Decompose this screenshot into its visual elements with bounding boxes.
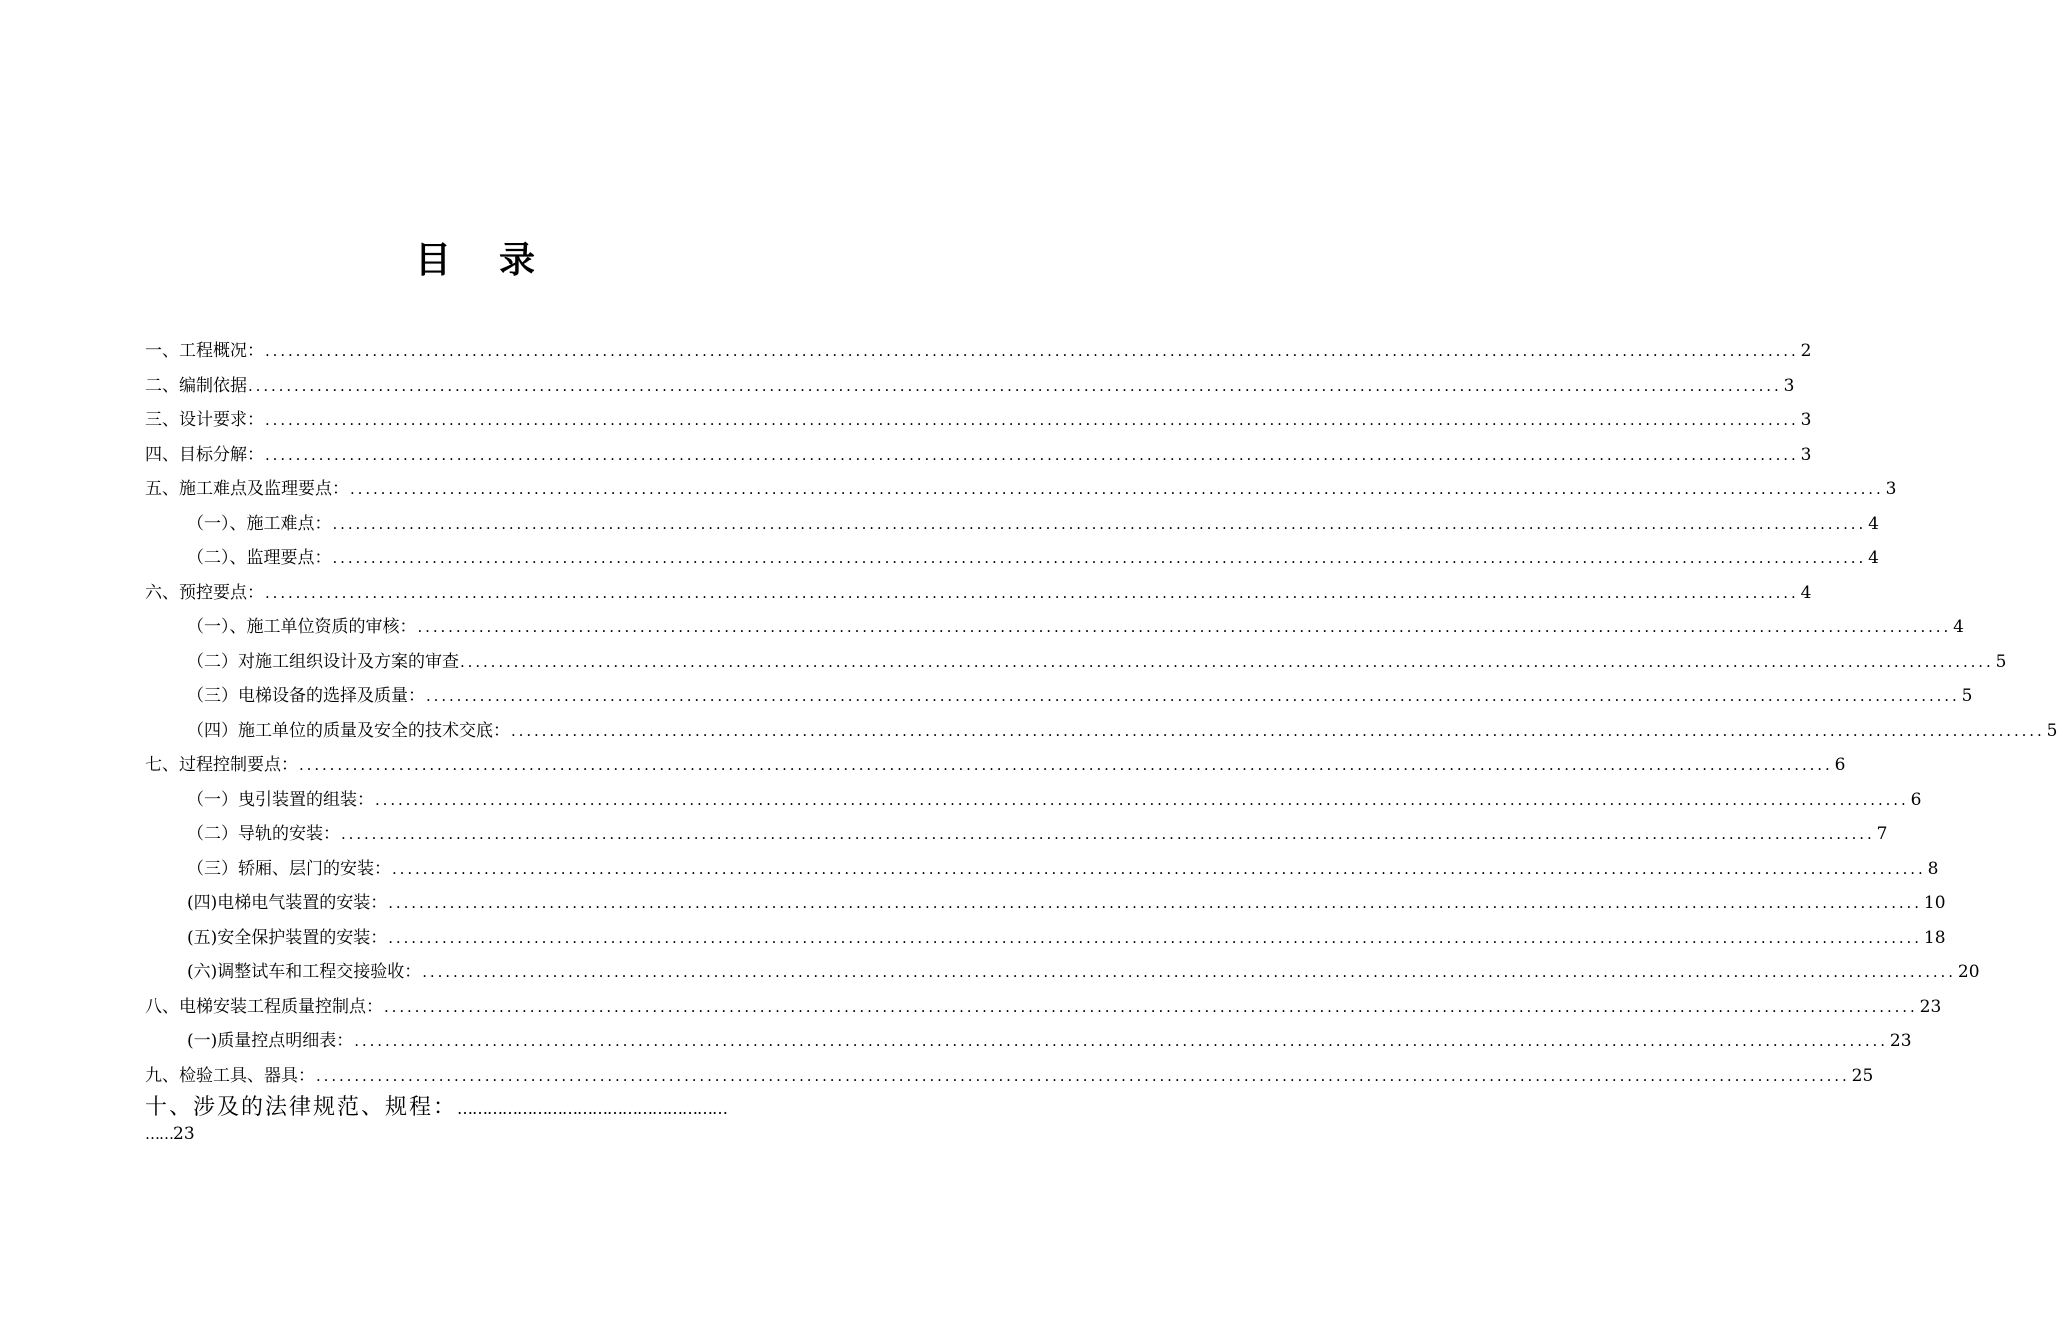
dot-leader: ........................................................................................................................................................................................................ [316,1066,1850,1085]
toc-entry-last[interactable] [145,1095,806,1146]
dot-leader: ........................................................................................................................................................................................................ [332,514,1867,533]
table-of-contents [145,334,2057,1146]
toc-entry[interactable] [145,403,1812,438]
toc-entry-label: 五、施工难点及监理要点： [145,479,349,499]
dot-leader: ........................................................................................................................................................................................................ [265,445,1799,464]
toc-entry-page: 8 [1927,858,1939,879]
toc-entry-label: （一）、施工单位资质的审核： [187,617,417,637]
toc-subentry[interactable] [145,817,1888,852]
toc-entry-label: 十、涉及的法律规范、规程： [145,1095,458,1120]
toc-entry-page: 2 [1800,341,1812,361]
dot-leader: ........................................................................................................................................................................................................ [417,618,1952,636]
toc-entry-label: （三）电梯设备的选择及质量： [187,686,425,706]
toc-entry[interactable] [145,369,1795,404]
toc-subentry[interactable] [145,955,1980,990]
toc-entry-label: 八、电梯安装工程质量控制点： [145,996,383,1017]
toc-entry-label: （一）、施工难点： [187,513,332,534]
toc-entry-label: （二）导轨的安装： [187,824,340,844]
toc-entry-page: 25 [1851,1065,1874,1086]
toc-entry-label: 一、工程概况： [145,341,264,361]
toc-entry-label: （三）轿厢、层门的安装： [187,858,391,879]
toc-entry-label: 七、过程控制要点： [145,755,298,775]
toc-entry-page: 3 [1885,479,1897,499]
toc-entry-page: 7 [1876,824,1888,844]
toc-entry[interactable] [145,576,1812,611]
toc-subentry[interactable] [145,507,1879,542]
toc-subentry[interactable] [145,714,2057,749]
dot-leader: ........................................................................................................................................................................................................ [248,376,1782,395]
toc-subentry[interactable] [145,852,1939,887]
toc-entry-label: 六、预控要点： [145,582,264,603]
dot-leader: ……………………………………………… [457,1099,728,1118]
toc-entry[interactable] [145,990,1942,1025]
toc-subentry[interactable] [145,645,2007,680]
toc-entry[interactable] [145,472,1897,507]
dot-leader: ........................................................................................................................................................................................................ [426,687,1960,705]
toc-entry-page: 23 [173,1124,195,1144]
toc-entry-page: 4 [1953,617,1964,637]
toc-entry-page: 3 [1800,410,1812,430]
toc-entry-page: 5 [1995,651,2007,672]
toc-entry-label: 二、编制依据 [145,375,247,396]
toc-entry-page: 4 [1868,513,1879,534]
toc-entry-page: 6 [1910,789,1922,810]
toc-entry-label: （二）、监理要点： [187,548,332,568]
toc-entry-page: 4 [1868,548,1879,568]
toc-entry-page: 3 [1800,444,1812,465]
dot-leader: ........................................................................................................................................................................................................ [392,859,1926,878]
dot-leader: ........................................................................................................................................................................................................ [354,1032,1888,1050]
toc-entry-label: (一)质量控点明细表： [187,1031,354,1051]
dot-leader: ........................................................................................................................................................................................................ [388,928,1922,947]
dot-leader: ........................................................................................................................................................................................................ [299,756,1833,774]
toc-entry[interactable] [145,1059,1874,1094]
dot-leader: ........................................................................................................................................................................................................ [422,963,1956,981]
page-title [0,236,950,286]
dot-leader: ........................................................................................................................................................................................................ [332,549,1867,567]
title-char-1: 目 [414,240,451,281]
toc-entry[interactable] [145,334,1812,369]
toc-entry-label: （二）对施工组织设计及方案的审查 [187,651,459,672]
toc-entry-page: 23 [1889,1031,1912,1051]
toc-entry-page: 4 [1800,582,1812,603]
toc-entry[interactable] [145,438,1812,473]
toc-entry-page: 18 [1923,927,1946,948]
dot-leader: ........................................................................................................................................................................................................ [265,411,1799,429]
toc-entry-label: 四、目标分解： [145,444,264,465]
dot-leader: ........................................................................................................................................................................................................ [375,790,1909,809]
toc-entry-label: 三、设计要求： [145,410,264,430]
dot-leader: …… [145,1125,173,1143]
toc-subentry[interactable] [145,610,1964,645]
dot-leader: ........................................................................................................................................................................................................ [265,583,1799,602]
dot-leader: ........................................................................................................................................................................................................ [265,342,1799,360]
dot-leader: ........................................................................................................................................................................................................ [384,997,1918,1016]
toc-subentry[interactable] [145,783,1922,818]
toc-subentry[interactable] [145,886,1946,921]
toc-entry-label: （一）曳引装置的组装： [187,789,374,810]
toc-entry-page: 6 [1834,755,1846,775]
toc-entry[interactable] [145,748,1846,783]
dot-leader: ........................................................................................................................................................................................................ [460,652,1994,671]
toc-subentry[interactable] [145,1024,1912,1059]
toc-entry-page: 3 [1783,375,1795,396]
toc-subentry[interactable] [145,921,1946,956]
toc-entry-label: (四)电梯电气装置的安装： [187,893,388,913]
toc-entry-page: 5 [1961,686,1973,706]
toc-entry-page: 5 [2046,720,2057,741]
title-char-2: 录 [499,240,536,281]
dot-leader: ........................................................................................................................................................................................................ [350,480,1884,498]
dot-leader: ........................................................................................................................................................................................................ [341,825,1875,843]
toc-entry-label: （四）施工单位的质量及安全的技术交底： [187,720,510,741]
dot-leader: ........................................................................................................................................................................................................ [511,721,2045,740]
toc-entry-page: 23 [1919,996,1942,1017]
toc-entry-page: 10 [1923,893,1946,913]
dot-leader: ........................................................................................................................................................................................................ [388,894,1922,912]
toc-entry-label: (六)调整试车和工程交接验收： [187,962,422,982]
toc-entry-page: 20 [1957,962,1980,982]
toc-entry-label: 九、检验工具、器具： [145,1065,315,1086]
toc-subentry[interactable] [145,541,1879,576]
toc-entry-label: (五)安全保护装置的安装： [187,927,388,948]
toc-subentry[interactable] [145,679,1973,714]
